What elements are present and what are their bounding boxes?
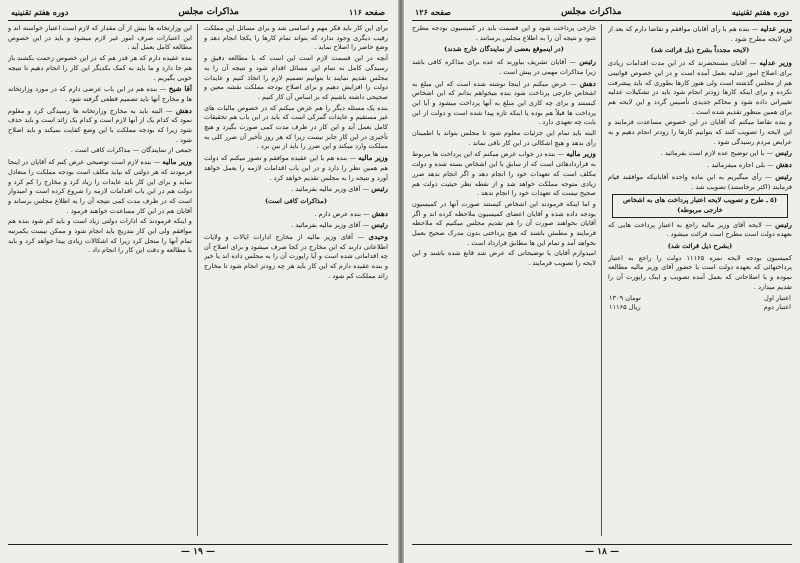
table-row [608, 294, 792, 304]
speech-text: — آقای وزیر مالیه بفرمائید . [291, 185, 370, 194]
speaker-name: رئیس [775, 148, 792, 158]
speech-text: — بنده لازم است توضیحی عرض کنم که آقایان در اینجا فرمودند که هر دولتی که بیاید مکلف است بودجه مملکت را متعادل نماید و برای این کار باید عایدات را زیاد کرد و مخارج را کم کرد و دولت هم در این باب اقدامات لازمه را شروع کرده است و امیدوار است که در ظرف مدت کمی نتیجه آن را به اطلاع مجلس برساند و آقایان هم در این کار مساعدت خواهند فرمود . [8, 158, 192, 215]
speech-paragraph [204, 153, 388, 183]
text-paragraph: امیدوارم آقایان با توضیحاتی که عرض شد قانع شده باشند و این لایحه را تصویب فرمایند . [412, 249, 596, 268]
budget-table [608, 294, 792, 313]
speech-paragraph [8, 84, 192, 104]
right-page-header [412, 4, 792, 21]
right-page-footer [412, 544, 792, 559]
text-paragraph: بنده یک مسئله دیگر را هم عرض میکنم که در خصوص مالیات های غیر مستقیم و عایدات گمرکی است که باید در این باب هم تحقیقات کامل بعمل آید و این کار در ظرف مدت کمی صورت بگیرد و هیچ تأخیری در این کار جایز نیست زیرا که هر روز تأخیر آن ضرر کلی به مملکت وارد میکند و این ضرر را باید از بین برد . [204, 103, 388, 151]
speech-text: — آقایان تشریف بیاورند که عده برای مذاکره کافی باشد زیرا مذاکرات مهمی در پیش است . [412, 58, 596, 76]
speaker-name: وزیر مالیه [162, 157, 192, 167]
budget-table-grid [608, 294, 792, 313]
speech-paragraph [608, 160, 792, 171]
text-paragraph: کمیسیون بودجه لایحه نمره ۱۱۱۶۵ دولت را راجع به اعتبار پرداختهائی که بعهده دولت است با حضور آقای وزیر مالیه مطالعه نموده و با اصلاحاتی که بعمل آمده تصویب و اینک راپورت آن را تقدیم میدارد . [608, 253, 792, 291]
text-paragraph: برای این کار باید فکر مهم و اساسی شد و برای مسائل این مملکت رقیب دیگری وجود ندارد که بتواند تمام کارها را یکجا انجام دهد و وضع حاضر را اصلاح نماید . [204, 24, 388, 52]
right-page-issue: دوره هفتم تقنینیه [731, 7, 789, 17]
speaker-name: آقا شیخ [168, 84, 192, 94]
speech-paragraph [608, 58, 792, 117]
speech-text: — البته باید به مخارج وزارتخانه ها رسیدگی کرد و معلوم نمود که کدام یک از آنها لازم است و کدام یک زائد است و باید حذف شود زیرا که بودجه مملکت با این وضع کفایت نمیکند و باید اصلاح شود . [8, 106, 192, 144]
speaker-name: وزیر مالیه [566, 149, 596, 159]
speaker-name: رئیس [371, 220, 388, 230]
speaker-name: دهش [175, 105, 192, 115]
speech-paragraph [412, 79, 596, 129]
left-page-label: صفحه ۱۱۶ [349, 7, 385, 17]
stage-direction: (بشرح ذیل قرائت شد) [667, 242, 733, 251]
text-paragraph: و اینکه فرمودند که ادارات دولتی زیاد است و باید کم شود بنده هم موافقم ولی این کار بتدریج باید انجام شود و ممکن نیست یکمرتبه تمام آنها را منحل کرد زیرا که اشکالات زیادی پیدا خواهد کرد و باید با مطالعه و دقت این کار را انجام داد . [8, 217, 192, 255]
left-page-issue: دوره هفتم تقنینیه [11, 7, 69, 17]
left-page-left-column [8, 24, 192, 536]
speech-text: — بلی اجازه میفرمائید . [707, 161, 774, 170]
table-cell-value: ۱۳۰۹ تومان [609, 293, 641, 302]
stage-direction: (مذاکرات کافی است) [264, 196, 328, 205]
text-paragraph: و بنده تقاضا میکنم که آقایان در این خصوص مساعدت فرمایند و این لایحه را تصویب کنند که بتوانیم کارها را زودتر انجام دهیم و به عرایض مردم رسیدگی شود . [608, 118, 792, 146]
speaker-name: دهش [371, 208, 388, 218]
left-page-title: مذاکرات مجلس [178, 7, 239, 17]
right-page-title: مذاکرات مجلس [561, 7, 622, 17]
speech-paragraph [608, 148, 792, 159]
speaker-name: دهش [775, 160, 792, 170]
right-page-left-column [412, 24, 596, 536]
speaker-name: وزیر عدلیه [760, 24, 792, 33]
speech-text: — آقای وزیر مالیه از مخارج ادارات ایالات و ولایات اطلاعاتی دارند که این مخارج در کجا صرف میشود و برای اصلاح آن چه اقداماتی شده است و آیا راپورت آن را به مجلس داده اند یا خیر و بنده عقیده دارم که این کار باید هر چه زودتر انجام شود تا مخارج زائد مملکت کم شود . [204, 233, 388, 280]
stage-direction: (لایحه مجدداً بشرح ذیل قرائت شد) [650, 46, 750, 55]
right-page-number: — ۱۸ — [579, 547, 625, 557]
speech-text: — آقایان مستحضرند که در این مدت اقدامات زیادی برای اصلاح امور عدلیه بعمل آمده است و در این خصوص قوانینی هم از مجلس گذشته است ولی هنوز کارها بطوری که باید پیشرفت نکرده و برای اینکه کارها زودتر انجام شود باید در تشکیلات عدلیه تغییراتی داده شود و محاکم جدیدی تأسیس گردد و این لایحه هم برای همین منظور تقدیم شده است . [608, 59, 792, 116]
speech-paragraph [8, 106, 192, 146]
stage-direction: (در اینموقع بعضی از نمایندگان خارج شدند) [444, 45, 564, 54]
speech-paragraph [204, 209, 388, 220]
speech-text: — بنده هم با این عقیده موافقم و تصور میکنم که دولت هم همین نظر را دارد و در این باب اقدامات لازمه را بعمل خواهد آورد و نتیجه را به مجلس تقدیم خواهد کرد . [204, 154, 388, 182]
speech-paragraph [412, 149, 596, 199]
speech-text: — لایحه آقای وزیر مالیه راجع به اعتبار پرداخت هایی که بعهده دولت است مطرح است قرائت میشود . [608, 220, 792, 239]
speech-paragraph [204, 232, 388, 282]
table-row [608, 303, 792, 313]
speech-paragraph [608, 172, 792, 192]
table-cell-value: ۱۱۱۶۵ ریال [609, 303, 641, 312]
speech-paragraph [608, 24, 792, 44]
text-paragraph: جمعی از نمایندگان — مذاکرات کافی است . [70, 146, 192, 155]
table-cell-label: اعتبار دوم [763, 303, 791, 312]
speech-text: — با این توضیح عده لازم است بفرمائید . [660, 149, 774, 158]
speech-text: — بنده هم در این باب عرضی دارم که در مورد وزارتخانه ها و مخارج آنها باید تصمیم قطعی گرفته شود . [8, 85, 192, 103]
speech-paragraph [608, 220, 792, 240]
right-page-right-column [608, 24, 792, 536]
right-page-column-rule [601, 24, 602, 536]
speech-paragraph [8, 157, 192, 216]
left-page [0, 0, 396, 563]
speaker-name: وزیر عدلیه [759, 58, 792, 68]
speaker-name: رئیس [579, 57, 596, 67]
speaker-name: رئیس [371, 184, 388, 194]
speech-paragraph [204, 184, 388, 195]
table-cell-label: اعتبار اول [764, 293, 791, 302]
text-paragraph: البته باید تمام این جزئیات معلوم شود تا مجلس بتواند با اطمینان رأی بدهد و هیچ اشکالی در این کار باقی نماند . [412, 129, 596, 147]
speaker-name: وحیدی [368, 232, 388, 242]
speech-text: — عرض میکنم در اینجا نوشته شده است که این مبلغ به اشخاص خارجی پرداخت شود بنده میخواهم بدانم که این اشخاص کیستند و برای چه کاری این مبلغ به آنها پرداخت میشود و آیا این پرداخت ها قبلاً هم بوده یا اینکه تازه پیدا شده است و دولت از این بابت چه تعهدی دارد . [412, 79, 596, 127]
text-paragraph: آنچه در این قسمت لازم است این است که با مطالعه دقیق و رسیدگی کامل به تمام این مسائل اقدام شود و نتیجه آن را به مجلس تقدیم نمایند تا بتوانیم تصمیم لازم را اتخاذ کنیم و عایدات دولت را افزایش دهیم و برای اصلاح بودجه مملکت نقشه معین و صحیحی داشته باشیم که بر اساس آن کار کنیم . [204, 54, 388, 101]
speech-text: — بنده هم با رأی آقایان موافقم و تقاضا دارم که بعد از این لایحه مطرح شود . [608, 25, 792, 43]
speech-text: — آقای وزیر مالیه بفرمائید . [291, 221, 370, 230]
speaker-name: وزیر مالیه [358, 153, 388, 163]
text-paragraph: بنده عقیده دارم که هر قدر هم که در این خصوص زحمت بکشند باز هم جا دارد و ما باید به کمک یکدیگر این کار را انجام دهیم تا نتیجه خوبی بگیریم . [8, 54, 192, 82]
speaker-name: دهش [579, 78, 596, 88]
right-page [404, 0, 800, 563]
left-page-column-rule [197, 24, 198, 536]
speech-text: — رأی میگیریم به این ماده واحده آقایانیکه موافقند قیام فرمایند (اکثر برخاستند) تصویب شد . [608, 172, 792, 191]
speaker-name: رئیس [775, 219, 792, 229]
speaker-name: رئیس [775, 171, 792, 181]
text-paragraph: و اما اینکه فرمودند این اشخاص کیستند صورت آنها در کمیسیون بودجه داده شده و آقایان اعضای کمیسیون ملاحظه کرده اند و اگر آقایان بخواهند صورت آن را هم تقدیم مجلس میکنیم که ملاحظه فرمایند و مطمئن باشند که هیچ پرداختی بدون مدرک صحیح بعمل نخواهد آمد و تمام این ها مطابق قرارداد است . [412, 199, 596, 247]
left-page-right-column [204, 24, 388, 536]
left-page-header [8, 4, 388, 21]
speech-paragraph [204, 220, 388, 231]
left-page-number: — ۱۹ — [175, 547, 221, 557]
speech-paragraph [412, 57, 596, 77]
speech-text: — بنده در جواب عرض میکنم که این پرداخت ها مربوط به قراردادهائی است که از سابق با این اشخاص بسته شده و دولت مکلف است که تعهدات خود را انجام دهد و اگر انجام ندهد ضرر زیادی متوجه مملکت خواهد شد و از نقطه نظر حیثیت دولت هم صحیح نیست که تعهدات خود را انجام ندهد . [412, 150, 596, 198]
section-heading-box: (۵ ـ طرح و تصویب لایحه اعتبار پرداخت های به اشخاص خارجی مربوطه) [612, 194, 788, 217]
text-paragraph: این وزارتخانه ها بیش از آن مقدار که لازم است اعتبار خواسته اند و این اعتبارات صرف امور غیر لازم میشود و باید در این خصوص مطالعه کامل بعمل آید . [8, 24, 192, 52]
left-page-footer [8, 544, 388, 559]
text-paragraph: خارجی پرداخت شود و این قسمت باید در کمیسیون بودجه مطرح شود و نتیجه آن را به اطلاع مجلس برسانند . [412, 24, 596, 42]
right-page-label: صفحه ۱۲۶ [415, 7, 451, 17]
speech-text: — بنده عرض دارم . [314, 209, 370, 218]
